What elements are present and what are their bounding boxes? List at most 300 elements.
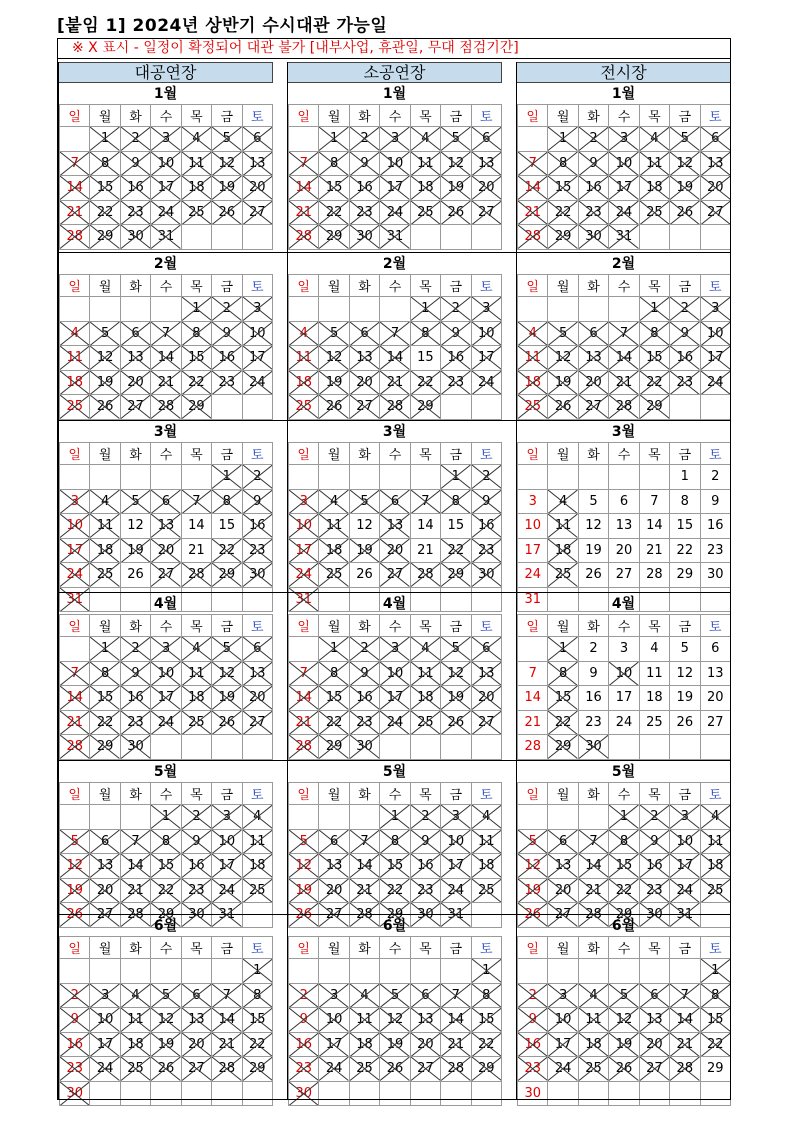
day-cell-unavailable: 6: [90, 829, 120, 854]
day-cell-unavailable: 27: [319, 903, 349, 928]
day-cell-unavailable: 14: [441, 1008, 471, 1033]
x-mark-icon: [289, 322, 318, 346]
month-grid: [288, 274, 502, 420]
x-mark-icon: [90, 201, 119, 225]
day-cell-unavailable: 2: [639, 805, 669, 830]
day-cell-unavailable: 29: [319, 225, 349, 250]
x-mark-icon: [518, 371, 547, 395]
x-mark-icon: [472, 152, 501, 176]
empty-cell: [181, 735, 211, 760]
x-mark-icon: [243, 490, 272, 514]
day-cell-unavailable: 19: [60, 878, 90, 903]
empty-cell: [609, 1081, 639, 1106]
x-mark-icon: [182, 346, 211, 370]
x-mark-icon: [350, 984, 379, 1008]
x-mark-icon: [609, 176, 638, 200]
empty-cell: [120, 959, 150, 984]
x-mark-icon: [121, 1008, 150, 1032]
day-cell-unavailable: 7: [151, 321, 181, 346]
day-cell-unavailable: 14: [151, 346, 181, 371]
x-mark-icon: [411, 490, 440, 514]
day-cell-unavailable: 20: [349, 370, 379, 395]
weekday-header: 수: [151, 615, 181, 637]
x-mark-icon: [121, 830, 150, 854]
x-mark-icon: [151, 1008, 180, 1032]
x-mark-icon: [701, 984, 730, 1008]
x-mark-icon: [441, 637, 470, 661]
day-cell-unavailable: 17: [151, 176, 181, 201]
x-mark-icon: [60, 539, 89, 563]
x-mark-icon: [579, 879, 608, 903]
empty-cell: [212, 395, 242, 420]
day-cell-unavailable: 14: [60, 176, 90, 201]
x-mark-icon: [289, 371, 318, 395]
day-cell: 4: [639, 637, 669, 662]
day-cell-unavailable: 17: [151, 686, 181, 711]
month-title: 1월: [382, 86, 407, 102]
x-mark-icon: [441, 830, 470, 854]
x-mark-icon: [319, 371, 348, 395]
day-cell-unavailable: 1: [212, 465, 242, 490]
empty-cell: [212, 225, 242, 250]
x-mark-icon: [670, 1008, 699, 1032]
empty-cell: [548, 1081, 578, 1106]
empty-cell: [289, 805, 319, 830]
day-cell-unavailable: 3: [441, 805, 471, 830]
x-mark-icon: [380, 539, 409, 563]
day-cell-unavailable: 6: [380, 489, 410, 514]
month-title: 5월: [382, 764, 407, 780]
x-mark-icon: [350, 830, 379, 854]
day-cell-unavailable: 15: [471, 1008, 501, 1033]
weekday-header: 목: [181, 615, 211, 637]
empty-cell: [60, 959, 90, 984]
empty-cell: [289, 959, 319, 984]
weekday-header: 목: [639, 615, 669, 637]
day-cell-unavailable: 13: [410, 1008, 440, 1033]
x-mark-icon: [411, 1008, 440, 1032]
day-cell-unavailable: 30: [289, 1081, 319, 1106]
hall-header: 대공연장: [58, 62, 273, 83]
day-cell-unavailable: 30: [120, 225, 150, 250]
day-cell-unavailable: 28: [60, 735, 90, 760]
month-calendar: [59, 916, 272, 1105]
weekday-header: 일: [60, 783, 90, 805]
x-mark-icon: [90, 879, 119, 903]
x-mark-icon: [472, 322, 501, 346]
empty-cell: [120, 465, 150, 490]
x-mark-icon: [90, 322, 119, 346]
day-cell: 17: [609, 686, 639, 711]
x-mark-icon: [151, 984, 180, 1008]
x-mark-icon: [441, 127, 470, 151]
x-mark-icon: [243, 371, 272, 395]
weekday-header: 화: [349, 937, 379, 959]
day-cell-unavailable: 8: [410, 321, 440, 346]
day-cell-unavailable: 21: [518, 200, 548, 225]
x-mark-icon: [319, 563, 348, 587]
x-mark-icon: [441, 662, 470, 686]
empty-cell: [578, 465, 608, 490]
day-cell-unavailable: 25: [60, 395, 90, 420]
day-cell-unavailable: 12: [548, 346, 578, 371]
day-cell-unavailable: 7: [518, 151, 548, 176]
x-mark-icon: [243, 539, 272, 563]
day-cell-unavailable: 8: [548, 661, 578, 686]
day-cell-unavailable: 24: [151, 200, 181, 225]
x-mark-icon: [350, 176, 379, 200]
month-title: 5월: [153, 764, 178, 780]
day-cell: 16: [578, 686, 608, 711]
day-cell-unavailable: 15: [319, 176, 349, 201]
x-mark-icon: [609, 346, 638, 370]
empty-cell: [349, 465, 379, 490]
day-cell-unavailable: 7: [60, 151, 90, 176]
x-mark-icon: [60, 563, 89, 587]
x-mark-icon: [182, 176, 211, 200]
x-mark-icon: [212, 176, 241, 200]
weekday-header: 화: [120, 443, 150, 465]
month-divider: [57, 592, 731, 593]
day-cell-unavailable: 26: [548, 395, 578, 420]
x-mark-icon: [60, 514, 89, 538]
day-cell-unavailable: 19: [120, 538, 150, 563]
x-mark-icon: [380, 127, 409, 151]
x-mark-icon: [472, 830, 501, 854]
x-mark-icon: [60, 225, 89, 249]
day-cell-unavailable: 10: [242, 321, 272, 346]
day-cell-unavailable: 26: [441, 200, 471, 225]
x-mark-icon: [90, 514, 119, 538]
month-calendar: [517, 422, 730, 611]
day-cell-unavailable: 2: [349, 637, 379, 662]
weekday-header: 일: [60, 275, 90, 297]
day-cell-unavailable: 22: [90, 200, 120, 225]
x-mark-icon: [670, 854, 699, 878]
day-cell-unavailable: 19: [609, 1032, 639, 1057]
month-grid: [288, 614, 502, 760]
weekday-header: 수: [380, 615, 410, 637]
empty-cell: [120, 1081, 150, 1106]
day-cell-unavailable: 29: [410, 395, 440, 420]
day-cell-unavailable: 26: [90, 395, 120, 420]
day-cell-unavailable: 27: [181, 1057, 211, 1082]
day-cell-unavailable: 22: [319, 200, 349, 225]
x-mark-icon: [579, 395, 608, 419]
x-mark-icon: [548, 735, 577, 759]
x-mark-icon: [411, 637, 440, 661]
x-mark-icon: [640, 879, 669, 903]
day-cell-unavailable: 3: [700, 297, 730, 322]
x-mark-icon: [151, 686, 180, 710]
day-cell-unavailable: 13: [120, 346, 150, 371]
day-cell-unavailable: 15: [319, 686, 349, 711]
day-cell-unavailable: 12: [151, 1008, 181, 1033]
day-cell-unavailable: 19: [380, 1032, 410, 1057]
day-cell: 30: [700, 563, 730, 588]
day-cell-unavailable: 10: [700, 321, 730, 346]
day-cell-unavailable: 18: [410, 686, 440, 711]
day-cell-unavailable: 18: [181, 686, 211, 711]
x-mark-icon: [182, 805, 211, 829]
day-cell-unavailable: 4: [639, 127, 669, 152]
day-cell-unavailable: 7: [670, 983, 700, 1008]
x-mark-icon: [670, 127, 699, 151]
weekday-header: 일: [60, 443, 90, 465]
x-mark-icon: [701, 371, 730, 395]
day-cell-unavailable: 15: [151, 854, 181, 879]
x-mark-icon: [182, 662, 211, 686]
empty-cell: [90, 297, 120, 322]
day-cell-unavailable: 10: [151, 661, 181, 686]
empty-cell: [60, 637, 90, 662]
x-mark-icon: [289, 176, 318, 200]
x-mark-icon: [212, 1057, 241, 1081]
x-mark-icon: [90, 539, 119, 563]
day-cell-unavailable: 10: [60, 514, 90, 539]
day-cell-unavailable: 4: [700, 805, 730, 830]
day-cell: 27: [700, 710, 730, 735]
day-cell-unavailable: 23: [120, 710, 150, 735]
weekday-header: 일: [289, 937, 319, 959]
weekday-header: 토: [242, 937, 272, 959]
day-cell: 27: [609, 563, 639, 588]
weekday-header: 화: [349, 615, 379, 637]
day-cell-unavailable: 16: [471, 514, 501, 539]
day-cell-unavailable: 30: [639, 903, 669, 928]
day-cell-unavailable: 26: [319, 395, 349, 420]
x-mark-icon: [472, 879, 501, 903]
x-mark-icon: [151, 563, 180, 587]
x-mark-icon: [670, 879, 699, 903]
x-mark-icon: [60, 854, 89, 878]
weekday-header: 일: [60, 615, 90, 637]
day-cell-unavailable: 14: [380, 346, 410, 371]
day-cell-unavailable: 3: [319, 983, 349, 1008]
empty-cell: [518, 959, 548, 984]
day-cell-unavailable: 17: [700, 346, 730, 371]
day-cell-unavailable: 20: [242, 686, 272, 711]
x-mark-icon: [121, 984, 150, 1008]
x-mark-icon: [609, 201, 638, 225]
weekday-header: 목: [410, 443, 440, 465]
weekday-header: 토: [471, 443, 501, 465]
day-cell: 18: [639, 686, 669, 711]
weekday-header: 목: [181, 443, 211, 465]
day-cell-unavailable: 27: [380, 563, 410, 588]
x-mark-icon: [60, 176, 89, 200]
x-mark-icon: [441, 152, 470, 176]
month-calendar: [59, 594, 272, 759]
day-cell-unavailable: 22: [242, 1032, 272, 1057]
day-cell-unavailable: 7: [441, 983, 471, 1008]
day-cell: 14: [181, 514, 211, 539]
day-cell-unavailable: 28: [120, 903, 150, 928]
day-cell-unavailable: 13: [471, 151, 501, 176]
day-cell-unavailable: 19: [289, 878, 319, 903]
x-mark-icon: [380, 854, 409, 878]
x-mark-icon: [701, 346, 730, 370]
day-cell: 12: [349, 514, 379, 539]
x-mark-icon: [243, 686, 272, 710]
day-cell-unavailable: 5: [90, 321, 120, 346]
column-divider: [516, 62, 517, 1100]
x-mark-icon: [518, 879, 547, 903]
weekday-header: 일: [289, 443, 319, 465]
day-cell-unavailable: 20: [548, 878, 578, 903]
day-cell-unavailable: 14: [60, 686, 90, 711]
x-mark-icon: [670, 1033, 699, 1057]
day-cell-unavailable: 21: [670, 1032, 700, 1057]
x-mark-icon: [441, 297, 470, 321]
month-grid: [517, 936, 731, 1106]
day-cell-unavailable: 17: [441, 854, 471, 879]
day-cell-unavailable: 6: [349, 321, 379, 346]
month-title: 4월: [382, 596, 407, 612]
day-cell-unavailable: 27: [242, 710, 272, 735]
weekday-header: 화: [349, 275, 379, 297]
day-cell: 24: [518, 563, 548, 588]
day-cell-unavailable: 19: [441, 176, 471, 201]
day-cell: 31: [518, 587, 548, 612]
month-title: 3월: [153, 424, 178, 440]
day-cell-unavailable: 7: [60, 661, 90, 686]
day-cell-unavailable: 18: [349, 1032, 379, 1057]
day-cell-unavailable: 3: [212, 805, 242, 830]
weekday-header: 토: [700, 275, 730, 297]
day-cell-unavailable: 18: [518, 370, 548, 395]
day-cell-unavailable: 21: [441, 1032, 471, 1057]
day-cell-unavailable: 28: [212, 1057, 242, 1082]
weekday-header: 화: [120, 937, 150, 959]
x-mark-icon: [441, 539, 470, 563]
day-cell-unavailable: 16: [120, 686, 150, 711]
day-cell-unavailable: 2: [120, 637, 150, 662]
x-mark-icon: [472, 465, 501, 489]
day-cell: 15: [212, 514, 242, 539]
weekday-header: 금: [441, 783, 471, 805]
empty-cell: [349, 297, 379, 322]
weekday-header: 금: [441, 937, 471, 959]
day-cell-unavailable: 3: [151, 127, 181, 152]
weekday-header: 월: [548, 783, 578, 805]
weekday-header: 월: [548, 105, 578, 127]
empty-cell: [609, 297, 639, 322]
x-mark-icon: [350, 854, 379, 878]
day-cell: 5: [578, 489, 608, 514]
day-cell-unavailable: 25: [410, 710, 440, 735]
day-cell-unavailable: 10: [670, 829, 700, 854]
x-mark-icon: [441, 563, 470, 587]
weekday-header: 화: [349, 443, 379, 465]
x-mark-icon: [609, 322, 638, 346]
x-mark-icon: [380, 346, 409, 370]
x-mark-icon: [212, 637, 241, 661]
x-mark-icon: [60, 662, 89, 686]
empty-cell: [639, 465, 669, 490]
x-mark-icon: [151, 662, 180, 686]
x-mark-icon: [60, 346, 89, 370]
x-mark-icon: [60, 735, 89, 759]
x-mark-icon: [380, 514, 409, 538]
x-mark-icon: [380, 395, 409, 419]
x-mark-icon: [182, 152, 211, 176]
empty-cell: [410, 735, 440, 760]
x-mark-icon: [90, 830, 119, 854]
x-mark-icon: [243, 662, 272, 686]
x-mark-icon: [151, 879, 180, 903]
day-cell: 3: [518, 489, 548, 514]
x-mark-icon: [90, 854, 119, 878]
empty-cell: [60, 805, 90, 830]
x-mark-icon: [212, 322, 241, 346]
day-cell-unavailable: 14: [349, 854, 379, 879]
x-mark-icon: [548, 539, 577, 563]
day-cell: 21: [518, 710, 548, 735]
x-mark-icon: [182, 686, 211, 710]
x-mark-icon: [121, 395, 150, 419]
x-mark-icon: [212, 127, 241, 151]
x-mark-icon: [151, 805, 180, 829]
day-cell-unavailable: 1: [380, 805, 410, 830]
empty-cell: [700, 395, 730, 420]
day-cell-unavailable: 20: [639, 1032, 669, 1057]
day-cell-unavailable: 7: [289, 151, 319, 176]
day-cell: 5: [670, 637, 700, 662]
x-mark-icon: [411, 830, 440, 854]
x-mark-icon: [90, 711, 119, 735]
day-cell-unavailable: 15: [639, 346, 669, 371]
x-mark-icon: [319, 346, 348, 370]
x-mark-icon: [548, 490, 577, 514]
x-mark-icon: [243, 297, 272, 321]
empty-cell: [441, 225, 471, 250]
x-mark-icon: [579, 830, 608, 854]
day-cell: 23: [578, 710, 608, 735]
day-cell-unavailable: 27: [410, 1057, 440, 1082]
day-cell-unavailable: 23: [349, 710, 379, 735]
x-mark-icon: [548, 152, 577, 176]
day-cell: 9: [700, 489, 730, 514]
x-mark-icon: [472, 371, 501, 395]
x-mark-icon: [380, 879, 409, 903]
hall-header: 소공연장: [287, 62, 502, 83]
weekday-header: 토: [700, 443, 730, 465]
x-mark-icon: [701, 322, 730, 346]
x-mark-icon: [289, 514, 318, 538]
day-cell-unavailable: 29: [90, 225, 120, 250]
day-cell-unavailable: 22: [319, 710, 349, 735]
x-mark-icon: [182, 854, 211, 878]
x-mark-icon: [518, 225, 547, 249]
day-cell-unavailable: 19: [441, 686, 471, 711]
day-cell-unavailable: 12: [90, 346, 120, 371]
day-cell-unavailable: 11: [578, 1008, 608, 1033]
day-cell-unavailable: 11: [410, 151, 440, 176]
month-title: 2월: [382, 256, 407, 272]
day-cell-unavailable: 6: [471, 127, 501, 152]
day-cell-unavailable: 15: [90, 176, 120, 201]
x-mark-icon: [472, 854, 501, 878]
x-mark-icon: [60, 322, 89, 346]
x-mark-icon: [289, 711, 318, 735]
day-cell-unavailable: 12: [319, 346, 349, 371]
x-mark-icon: [640, 395, 669, 419]
empty-cell: [349, 959, 379, 984]
x-mark-icon: [548, 176, 577, 200]
x-mark-icon: [182, 371, 211, 395]
day-cell-unavailable: 21: [578, 878, 608, 903]
